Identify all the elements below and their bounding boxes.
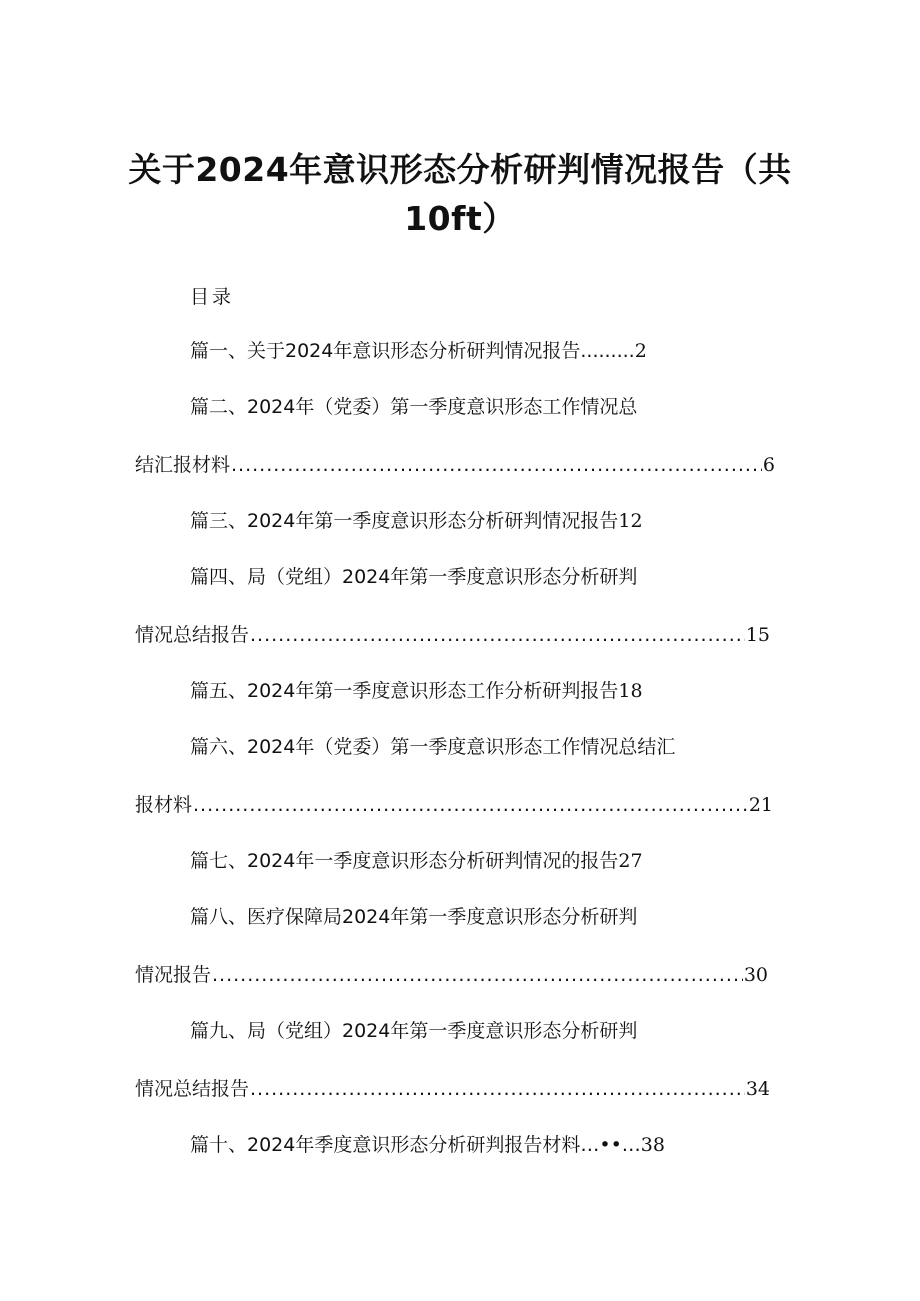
toc-entry-page: 38 (640, 1134, 665, 1156)
toc-entry-page: 12 (618, 510, 643, 532)
toc-entry-title: 篇二、2024年（党委）第一季度意识形态工作情况总 (190, 396, 638, 418)
toc-entry-title-cont: 结汇报材料 (135, 454, 231, 476)
toc-entry-10[interactable] (190, 1131, 665, 1159)
toc-entry-page: 2 (634, 340, 647, 362)
toc-entry-2-cont[interactable] (135, 451, 775, 479)
toc-dot-leader (193, 791, 748, 819)
toc-entry-page: 15 (745, 624, 770, 646)
toc-entry-title: 篇七、2024年一季度意识形态分析研判情况的报告 (190, 850, 619, 872)
toc-entry-4-cont[interactable] (135, 621, 770, 649)
toc-entry-4[interactable] (190, 563, 637, 591)
toc-entry-6[interactable] (190, 733, 675, 761)
toc-entry-title: 篇四、局（党组）2024年第一季度意识形态分析研判 (190, 566, 638, 588)
toc-entry-8-cont[interactable] (135, 961, 768, 989)
toc-entry-leader: ......... (580, 340, 635, 362)
toc-entry-title: 篇八、医疗保障局2024年第一季度意识形态分析研判 (190, 906, 638, 928)
document-title-line-1: 关于2024年意识形态分析研判情况报告（共 (128, 150, 792, 189)
toc-heading: 目录 (190, 286, 235, 308)
toc-dot-leader (231, 451, 762, 479)
toc-entry-title-cont: 情况总结报告 (135, 1078, 250, 1100)
toc-dot-leader (250, 621, 745, 649)
toc-entry-page: 21 (748, 794, 773, 816)
toc-dot-leader (212, 961, 743, 989)
toc-entry-page: 6 (762, 454, 775, 476)
toc-entry-6-cont[interactable] (135, 791, 773, 819)
toc-entry-title: 篇一、关于2024年意识形态分析研判情况报告 (190, 340, 581, 362)
toc-entry-title-cont: 报材料 (135, 794, 193, 816)
toc-entry-leader: …••… (580, 1134, 641, 1156)
toc-entry-3[interactable] (190, 507, 643, 535)
toc-entry-title-cont: 情况报告 (135, 964, 212, 986)
toc-dot-leader (250, 1075, 745, 1103)
toc-entry-9[interactable] (190, 1017, 637, 1045)
toc-entry-page: 18 (618, 680, 643, 702)
toc-entry-8[interactable] (190, 903, 637, 931)
toc-entry-7[interactable] (190, 847, 643, 875)
toc-entry-5[interactable] (190, 677, 643, 705)
toc-entry-title: 篇十、2024年季度意识形态分析研判报告材料 (190, 1134, 581, 1156)
toc-entry-title: 篇九、局（党组）2024年第一季度意识形态分析研判 (190, 1020, 638, 1042)
toc-entry-2[interactable] (190, 393, 637, 421)
toc-entry-title: 篇三、2024年第一季度意识形态分析研判情况报告 (190, 510, 619, 532)
toc-entry-title-cont: 情况总结报告 (135, 624, 250, 646)
document-title-line-2: 10ft） (404, 199, 516, 238)
toc-entry-page: 34 (745, 1078, 770, 1100)
toc-entry-1[interactable] (190, 337, 740, 365)
toc-entry-title: 篇五、2024年第一季度意识形态工作分析研判报告 (190, 680, 619, 702)
toc-entry-page: 30 (743, 964, 768, 986)
toc-entry-9-cont[interactable] (135, 1075, 770, 1103)
toc-entry-title: 篇六、2024年（党委）第一季度意识形态工作情况总结汇 (190, 736, 676, 758)
toc-entry-page: 27 (618, 850, 643, 872)
